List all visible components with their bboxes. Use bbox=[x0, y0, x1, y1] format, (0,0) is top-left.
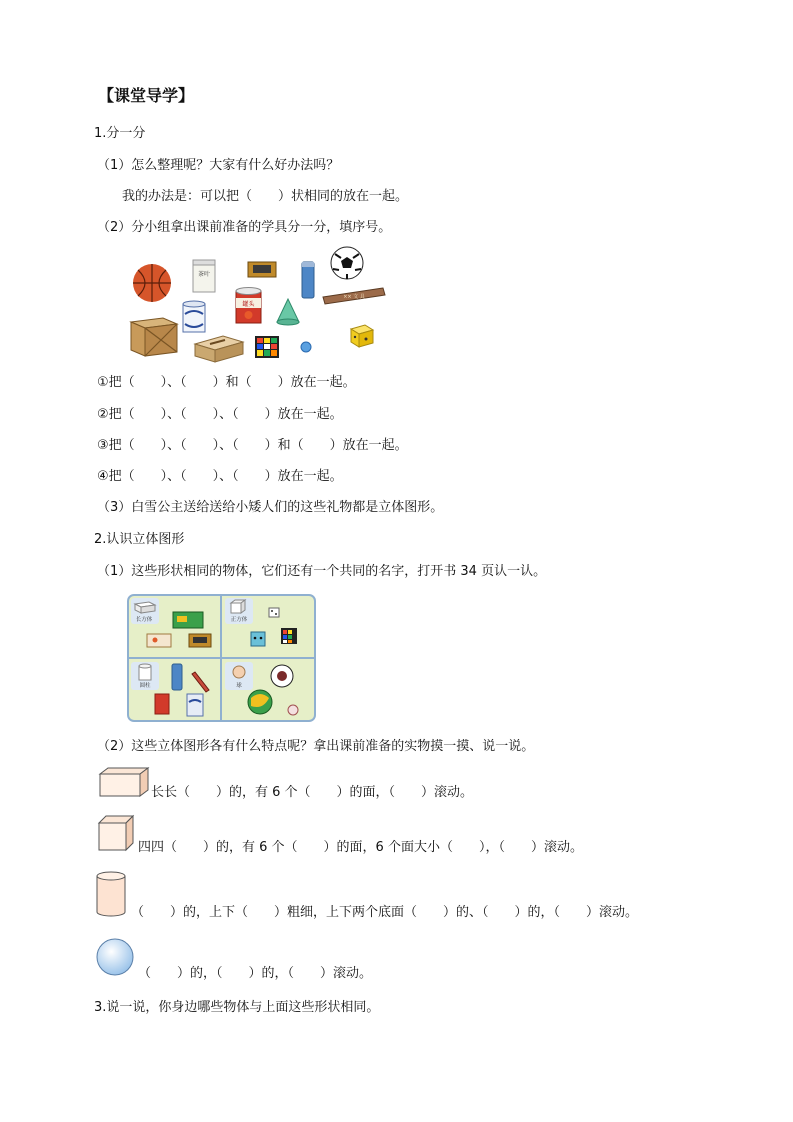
thermos-bottle-icon bbox=[302, 262, 314, 298]
tissue-box-icon bbox=[195, 336, 243, 362]
s1-question-1-answer: 我的办法是：可以把（ ）状相同的放在一起。 bbox=[122, 189, 409, 204]
section-1-title: 1.分一分 bbox=[94, 126, 146, 141]
marble-icon bbox=[301, 342, 311, 352]
s1-question-1: （1）怎么整理呢？大家有什么好办法吗？ bbox=[97, 158, 340, 173]
s1-blank-1: ①把（ ）、（ ）和（ ）放在一起。 bbox=[97, 375, 356, 390]
can-label: 罐头 bbox=[242, 301, 255, 308]
basketball-icon bbox=[133, 264, 171, 302]
s1-blank-4: ④把（ ）、（ ）、（ ）放在一起。 bbox=[97, 469, 343, 484]
soccer-ball-icon bbox=[331, 247, 363, 279]
section-2-title: 2.认识立体图形 bbox=[94, 532, 185, 547]
cuboid-label: 长方体 bbox=[135, 617, 153, 623]
sphere-label: 球 bbox=[236, 683, 242, 689]
solid-shapes-classification-panel bbox=[127, 594, 316, 722]
s2-question-1: （1）这些形状相同的物体，它们还有一个共同的名字，打开书 34 页认一认。 bbox=[97, 564, 547, 579]
s1-blank-3: ③把（ ）、（ ）、（ ）和（ ）放在一起。 bbox=[97, 438, 408, 453]
page-heading: 【课堂导学】 bbox=[98, 86, 195, 105]
cylinder-shape-icon bbox=[95, 870, 127, 918]
rubiks-cube-icon bbox=[255, 336, 279, 358]
s2-cylinder-row: （ ）的，上下（ ）粗细，上下两个底面（ ）的、（ ）的，（ ）滚动。 bbox=[131, 905, 639, 920]
tin-can-icon bbox=[236, 288, 261, 324]
s2-question-2: （2）这些立体图形各有什么特点呢？拿出课前准备的实物摸一摸、说一说。 bbox=[97, 739, 535, 754]
cube-shape-icon bbox=[97, 814, 135, 852]
sphere-shape-icon bbox=[95, 937, 135, 977]
cube-label: 正方体 bbox=[230, 617, 248, 623]
s2-cuboid-row: 长长（ ）的，有 6 个（ ）的面，（ ）滚动。 bbox=[151, 785, 474, 800]
ruler-stick-icon bbox=[323, 288, 385, 304]
section-3-title: 3.说一说，你身边哪些物体与上面这些形状相同。 bbox=[94, 1000, 380, 1015]
cylinder-label: 圆柱 bbox=[139, 683, 151, 689]
s1-question-3: （3）白雪公主送给送给小矮人们的这些礼物都是立体图形。 bbox=[97, 500, 444, 515]
wooden-crate-icon bbox=[131, 318, 177, 356]
s2-sphere-row: （ ）的，（ ）的，（ ）滚动。 bbox=[138, 966, 373, 981]
tea-box-label: 茶叶 bbox=[197, 271, 211, 278]
cone-icon bbox=[277, 299, 299, 325]
ruler-label: ×× 文 具 bbox=[343, 294, 365, 300]
s1-blank-2: ②把（ ）、（ ）、（ ）放在一起。 bbox=[97, 407, 343, 422]
s2-cube-row: 四四（ ）的，有 6 个（ ）的面，6 个面大小（ ），（ ）滚动。 bbox=[138, 840, 583, 855]
small-box-icon bbox=[248, 262, 276, 277]
tea-box-icon bbox=[193, 260, 215, 292]
cuboid-shape-icon bbox=[98, 766, 150, 798]
yellow-die-icon bbox=[351, 325, 373, 347]
s1-question-2: （2）分小组拿出课前准备的学具分一分，填序号。 bbox=[97, 220, 392, 235]
porcelain-jar-icon bbox=[183, 301, 205, 332]
learning-objects-illustration bbox=[125, 244, 390, 364]
